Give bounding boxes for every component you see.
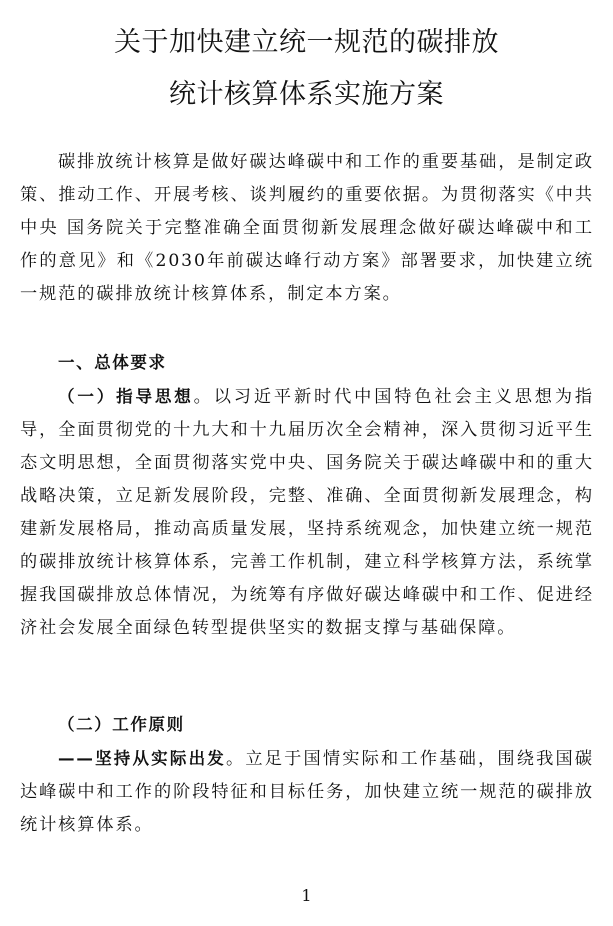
principle-paragraph [20, 742, 594, 842]
page-number: 1 [301, 886, 312, 905]
document-title-line-2: 统计核算体系实施方案 [169, 79, 444, 110]
principle-text: 。立足于国情实际和工作基础，围绕我国碳达峰碳中和工作的阶段特征和目标任务，加快建立统一规范的碳排放统计核算体系。 [20, 749, 594, 835]
guiding-ideology-text: 。以习近平新时代中国特色社会主义思想为指导，全面贯彻党的十九大和十九届历次全会精神，深入贯彻习近平生态文明思想，全面贯彻落实党中央、国务院关于碳达峰碳中和的重大战略决策，立足新发展阶段，完整、准确、全面贯彻新发展理念，构建新发展格局，推动高质量发展，坚持系统观念，加快建立统一规范的碳排放统计核算体系，完善工作机制，建立科学核算方法，系统掌握我国碳排放总体情况，为统筹有序做好碳达峰碳中和工作、促进经济社会发展全面绿色转型提供坚实的数据支撑与基础保障。 [20, 387, 594, 638]
document-title-line-1: 关于加快建立统一规范的碳排放 [114, 27, 499, 58]
intro-paragraph: 碳排放统计核算是做好碳达峰碳中和工作的重要基础，是制定政策、推动工作、开展考核、谈判履约的重要依据。为贯彻落实《中共中央 国务院关于完整准确全面贯彻新发展理念做好碳达峰碳中和工作的意见》和《2030年前碳达峰行动方案》部署要求，加快建立统一规范的碳排放统计核算体系，制定本方案。 [20, 152, 594, 304]
guiding-ideology-paragraph [20, 380, 594, 645]
principle-lead: ——坚持从实际出发 [58, 749, 226, 768]
section-heading-general-requirements: 一、总体要求 [58, 353, 167, 372]
subsection-heading-work-principles: （二）工作原则 [58, 715, 185, 734]
guiding-ideology-lead: （一）指导思想 [58, 387, 194, 406]
